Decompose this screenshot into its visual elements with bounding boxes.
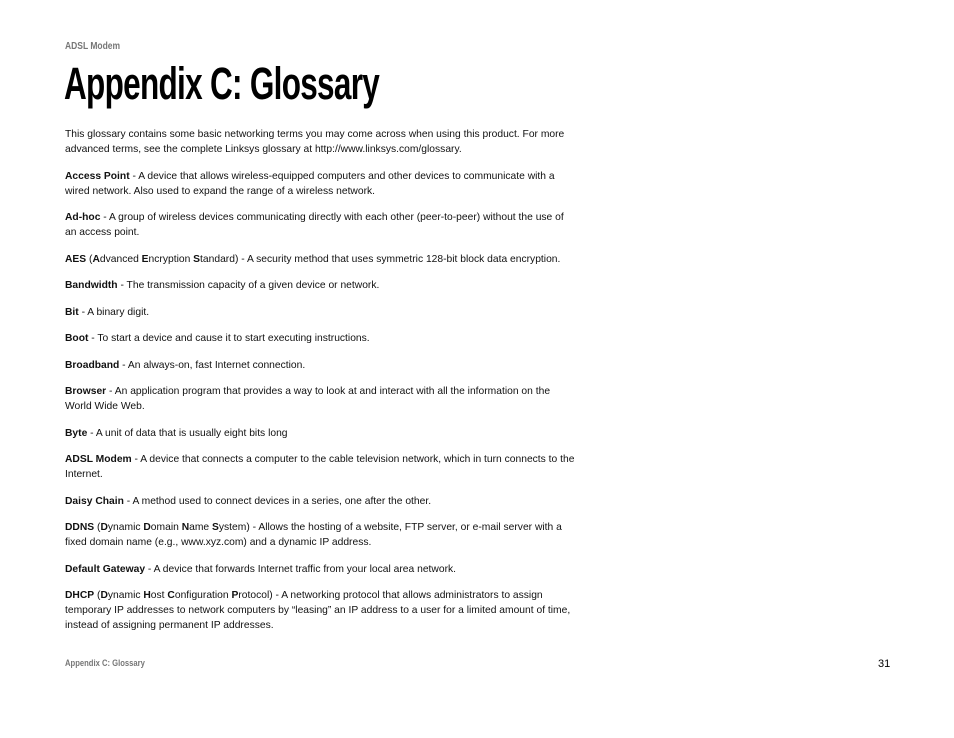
running-footer: Appendix C: Glossary: [65, 658, 145, 668]
glossary-definition: - Allows the hosting of a website, FTP server, or e-mail server with a fixed domain name (e.g., www.xyz.com) and a dynamic IP address.: [65, 521, 562, 548]
acronym-letter: S: [193, 252, 201, 265]
glossary-term: Broadband: [65, 358, 120, 371]
acronym-word-rest: ynamic: [107, 521, 144, 533]
page-number: 31: [878, 658, 891, 670]
acronym-word-rest: ncryption: [148, 252, 194, 265]
glossary-entry: [65, 210, 577, 240]
acronym-word-rest: dvanced: [99, 252, 142, 265]
glossary-entry: [65, 331, 577, 346]
acronym-letter: P: [231, 589, 239, 601]
glossary-entry: [65, 452, 577, 482]
glossary-definition: - A group of wireless devices communicating directly with each other (peer-to-peer) without the use of an access point.: [65, 211, 564, 238]
glossary-term: Bandwidth: [65, 279, 118, 291]
acronym-letter: D: [100, 589, 108, 601]
glossary-definition: - A device that connects a computer to the cable television network, which in turn connects to the Internet.: [65, 453, 575, 480]
glossary-definition: - A method used to connect devices in a series, one after the other.: [123, 494, 432, 507]
acronym-expansion: (Advanced Encryption Standard): [86, 252, 239, 265]
acronym-letter: A: [92, 252, 100, 265]
acronym-letter: E: [141, 252, 149, 265]
glossary-definition: - A unit of data that is usually eight bits long: [87, 426, 288, 439]
glossary-term: ADSL Modem: [65, 453, 132, 465]
glossary-term: DHCP: [65, 589, 95, 601]
acronym-letter: D: [143, 521, 151, 533]
page-title: Appendix C: Glossary: [64, 58, 380, 109]
running-header: ADSL Modem: [65, 41, 121, 52]
glossary-term: Default Gateway: [65, 562, 146, 575]
glossary-term: Byte: [65, 426, 88, 439]
glossary-definition: - A networking protocol that allows administrators to assign temporary IP addresses to network computers by “leasing” an IP address to a user for a limited amount of time, instead of assigning permanent IP addresses.: [65, 589, 571, 631]
glossary-definition: - An application program that provides a way to look at and interact with all the information on the World Wide Web.: [65, 385, 551, 412]
glossary-definition: - An always-on, fast Internet connection.: [119, 358, 306, 371]
glossary-term: Ad-hoc: [65, 211, 101, 223]
glossary-entry: [65, 169, 577, 199]
glossary-content: [65, 127, 587, 645]
acronym-word-rest: ame: [189, 521, 213, 533]
glossary-definition: - A security method that uses symmetric 128-bit block data encryption.: [238, 252, 561, 265]
glossary-definition: - The transmission capacity of a given device or network.: [117, 279, 380, 291]
glossary-term: Daisy Chain: [65, 494, 124, 507]
glossary-entry: [65, 384, 577, 414]
glossary-entry: [65, 278, 577, 293]
acronym-word-rest: ystem: [218, 521, 247, 533]
glossary-definition: - A device that forwards Internet traffic from your local area network.: [145, 562, 457, 575]
acronym-letter: D: [100, 521, 108, 533]
glossary-list: [65, 169, 587, 634]
glossary-entry: [65, 588, 577, 633]
acronym-letter: S: [212, 521, 219, 533]
acronym-letter: N: [181, 521, 190, 533]
glossary-entry: [65, 494, 577, 509]
acronym-word-rest: ynamic: [107, 589, 144, 601]
glossary-definition: - A binary digit.: [78, 305, 150, 318]
acronym-word-rest: tandard: [200, 252, 235, 265]
glossary-term: AES: [65, 252, 87, 265]
glossary-term: Browser: [65, 385, 107, 397]
acronym-expansion: (Dynamic Domain Name System): [94, 521, 250, 533]
intro-paragraph: This glossary contains some basic networking terms you may come across when using this product. For more advanced terms, see the complete Linksys glossary at http://www.linksys.com/glossary.: [65, 128, 565, 155]
glossary-entry: [65, 305, 577, 320]
acronym-letter: H: [143, 589, 151, 601]
acronym-word-rest: onfiguration: [174, 589, 232, 601]
glossary-definition: - A device that allows wireless-equipped computers and other devices to communicate with a wired network. Also used to expand the range of a wireless network.: [65, 169, 555, 197]
glossary-entry: [65, 252, 577, 267]
glossary-entry: [65, 562, 577, 577]
acronym-letter: C: [167, 589, 175, 601]
acronym-expansion: (Dynamic Host Configuration Protocol): [94, 589, 273, 601]
glossary-term: Bit: [65, 305, 79, 318]
glossary-entry: [65, 426, 577, 441]
glossary-entry: [65, 358, 577, 373]
glossary-term: DDNS: [65, 521, 95, 533]
acronym-word-rest: rotocol: [238, 589, 270, 601]
glossary-definition: - To start a device and cause it to start executing instructions.: [88, 332, 370, 344]
glossary-term: Boot: [65, 332, 89, 344]
glossary-term: Access Point: [65, 169, 130, 182]
acronym-word-rest: omain: [150, 521, 182, 533]
acronym-word-rest: ost: [150, 589, 168, 601]
glossary-entry: [65, 520, 577, 550]
